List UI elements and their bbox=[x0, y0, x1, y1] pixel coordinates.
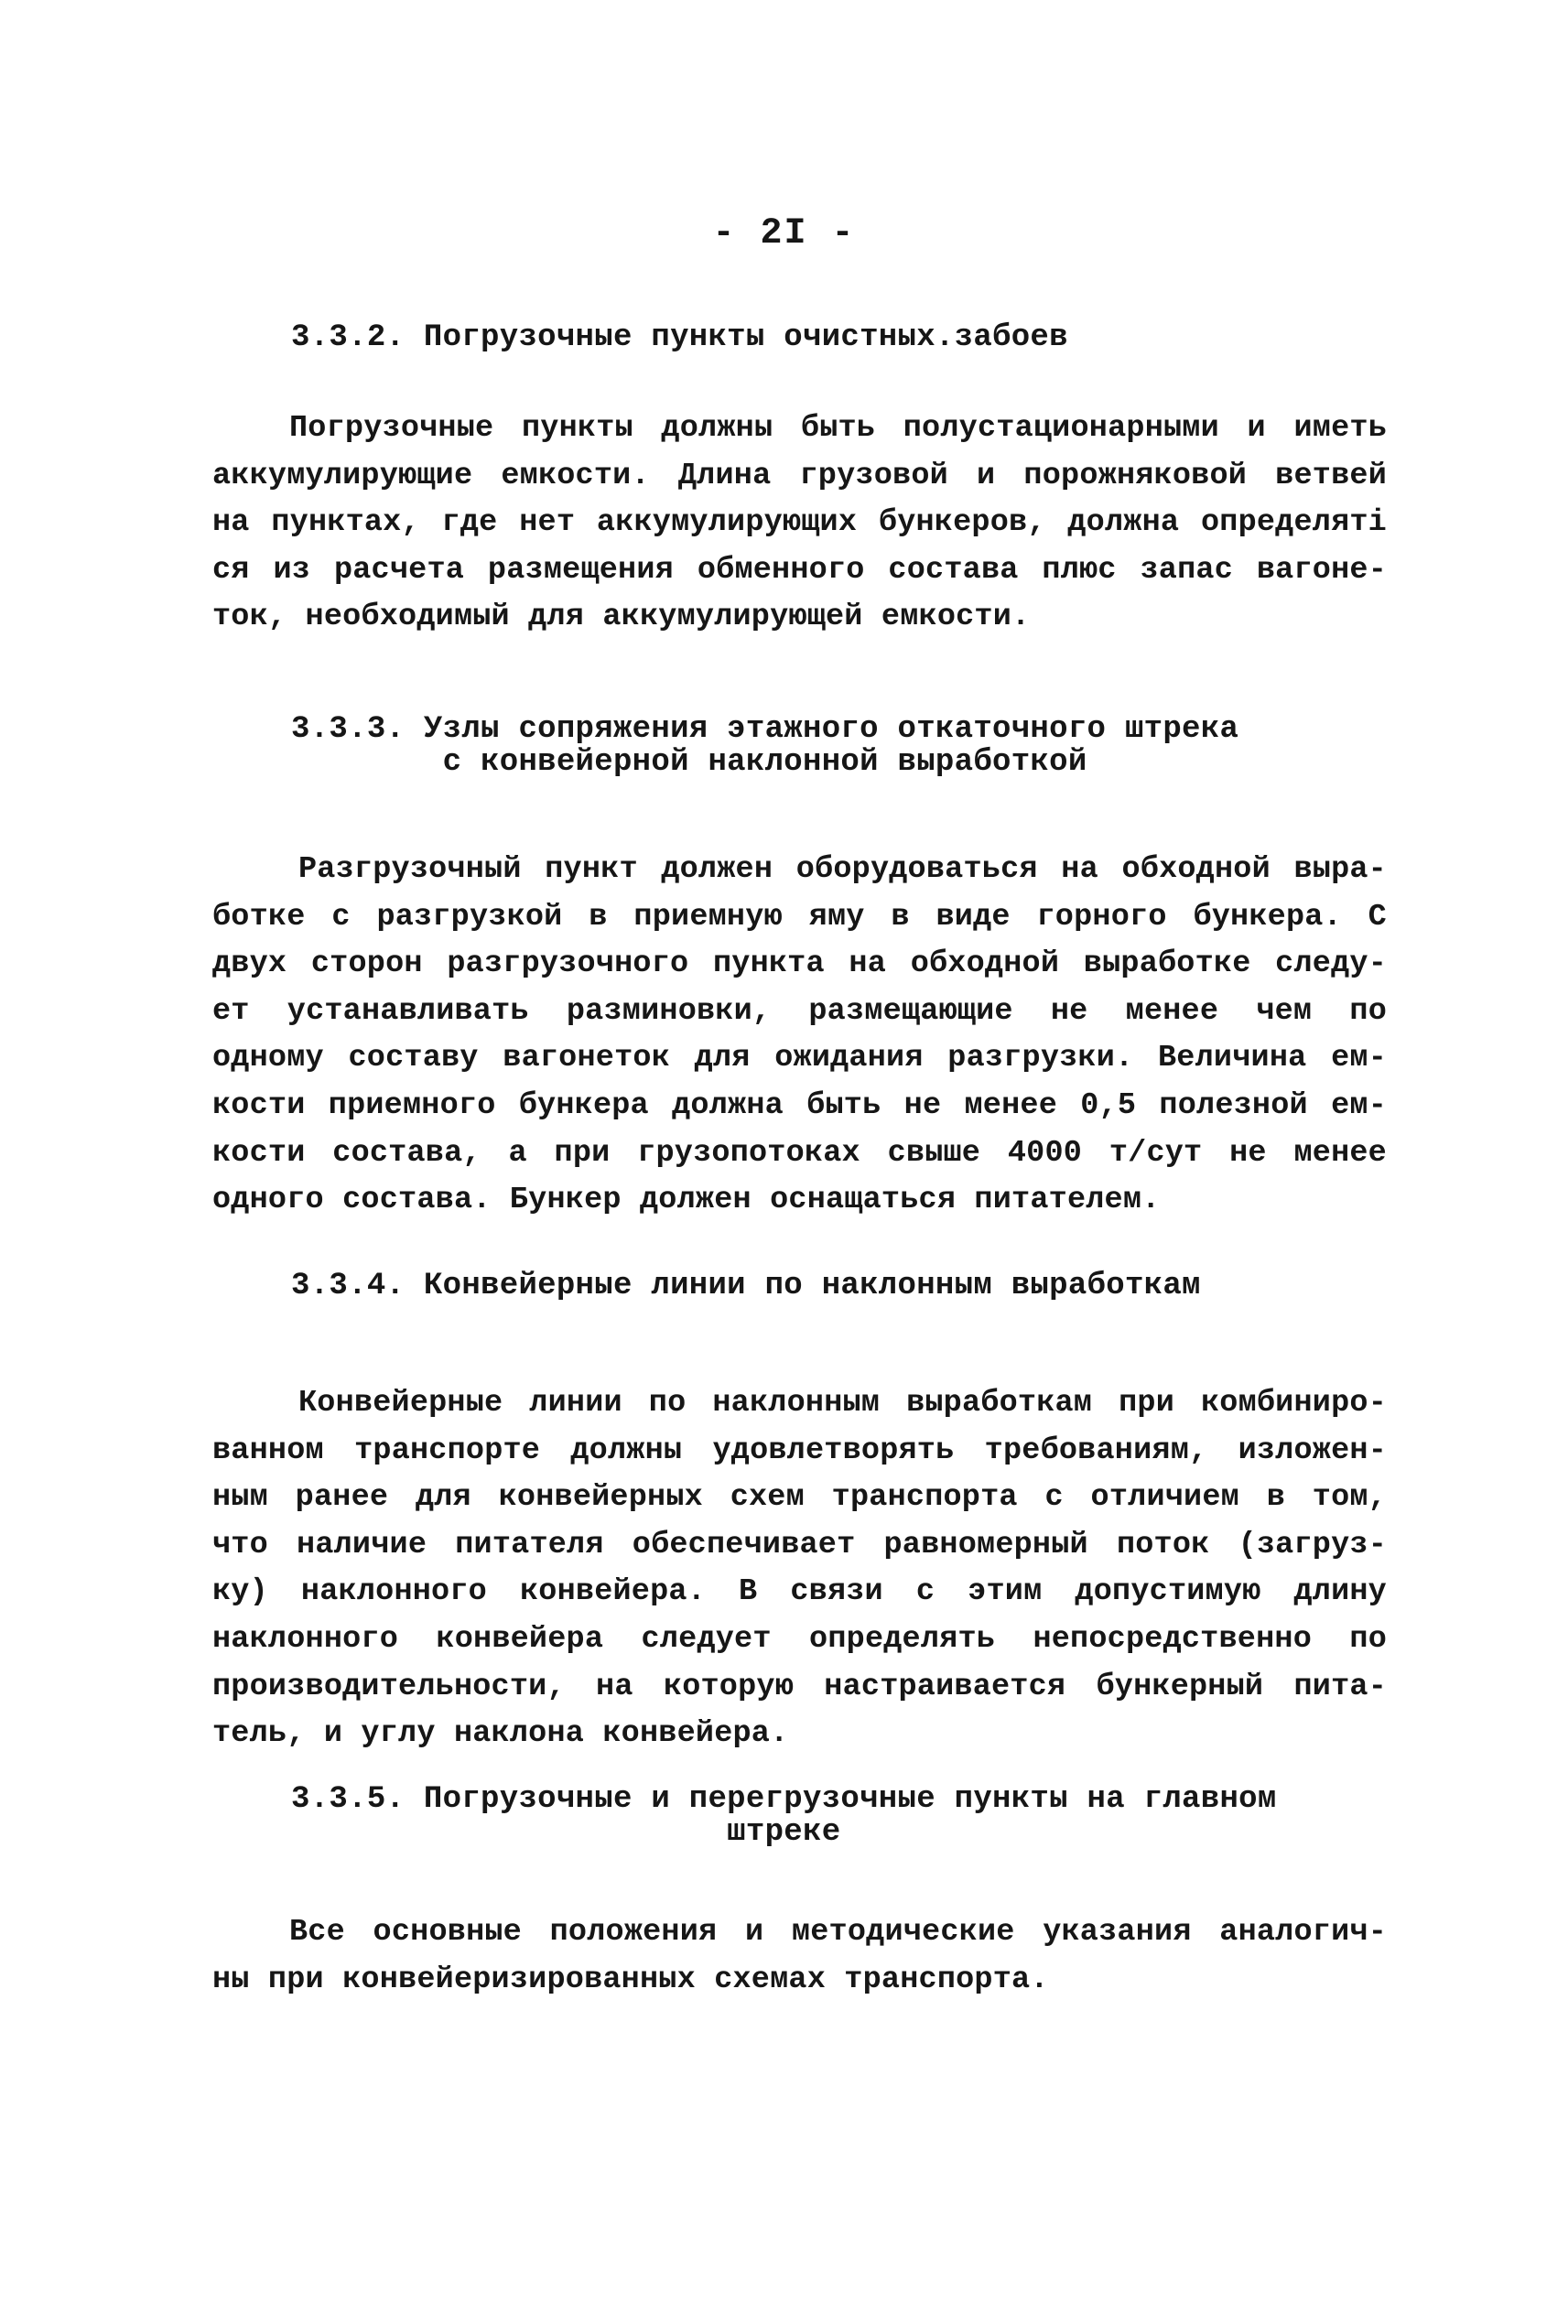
paragraph-line: ванном транспорте должны удовлетворять требованиям, изложен- bbox=[212, 1432, 1387, 1468]
paragraph-line: ны при конвейеризированных схемах транспорта. bbox=[212, 1962, 1049, 1997]
paragraph-line: двух сторон разгрузочного пункта на обходной выработке следу- bbox=[212, 946, 1387, 982]
paragraph-line: аккумулирующие емкости. Длина грузовой и порожняковой ветвей bbox=[212, 458, 1387, 493]
paragraph-line: производительности, на которую настраивается бункерный пита- bbox=[212, 1669, 1387, 1704]
section-3-3-4-paragraph bbox=[212, 1380, 1387, 1758]
section-3-3-5-title-line2: штреке bbox=[727, 1815, 841, 1850]
paragraph-line: на пунктах, где нет аккумулирующих бункеров, должна определятi bbox=[212, 505, 1387, 541]
section-3-3-5-title bbox=[291, 1780, 1277, 1852]
paragraph-line: одному составу вагонеток для ожидания разгрузки. Величина ем- bbox=[212, 1041, 1387, 1076]
paragraph-line: ку) наклонного конвейера. В связи с этим допустимую длину bbox=[212, 1574, 1387, 1610]
paragraph-line: ток, необходимый для аккумулирующей емкости. bbox=[212, 600, 1031, 635]
paragraph-line: кости состава, а при грузопотоках свыше 4000 т/сут не менее bbox=[212, 1135, 1387, 1171]
section-3-3-5-paragraph bbox=[212, 1909, 1387, 2004]
paragraph-line: ет устанавливать разминовки, размещающие не менее чем по bbox=[212, 993, 1387, 1029]
section-3-3-4-title bbox=[291, 1267, 1201, 1305]
paragraph-line: кости приемного бункера должна быть не менее 0,5 полезной ем- bbox=[212, 1087, 1387, 1123]
section-3-3-3-title-line1: 3.3.3. Узлы сопряжения этажного откаточного штрека bbox=[291, 712, 1239, 747]
section-3-3-3-title-line2: с конвейерной наклонной выработкой bbox=[442, 745, 1087, 780]
paragraph-line: тель, и углу наклона конвейера. bbox=[212, 1716, 789, 1752]
section-3-3-5-title-line1: 3.3.5. Погрузочные и перегрузочные пункты на главном bbox=[291, 1782, 1277, 1817]
paragraph-line: одного состава. Бункер должен оснащаться питателем. bbox=[212, 1183, 1161, 1218]
section-3-3-4-title-line: 3.3.4. Конвейерные линии по наклонным выработкам bbox=[291, 1269, 1201, 1303]
section-3-3-3-title bbox=[291, 710, 1238, 782]
section-3-3-2-title bbox=[291, 319, 1068, 357]
paragraph-line: наклонного конвейера следует определять непосредственно по bbox=[212, 1621, 1387, 1657]
section-3-3-2-paragraph bbox=[212, 405, 1387, 642]
paragraph-line: Разгрузочный пункт должен оборудоваться на обходной выра- bbox=[298, 852, 1387, 887]
paragraph-line: ным ранее для конвейерных схем транспорта с отличием в том, bbox=[212, 1480, 1387, 1516]
page-number: - 2I - bbox=[712, 213, 856, 254]
paragraph-line: ботке с разгрузкой в приемную яму в виде горного бункера. С bbox=[212, 899, 1387, 935]
paragraph-line: что наличие питателя обеспечивает равномерный поток (загруз- bbox=[212, 1527, 1387, 1562]
paragraph-line: Все основные положения и методические указания аналогич- bbox=[289, 1915, 1387, 1950]
paragraph-line: Погрузочные пункты должны быть полустационарными и иметь bbox=[289, 411, 1387, 446]
section-3-3-2-title-line: 3.3.2. Погрузочные пункты очистных.забоев bbox=[291, 320, 1068, 355]
paragraph-line: Конвейерные линии по наклонным выработкам при комбиниро- bbox=[298, 1386, 1387, 1421]
paragraph-line: ся из расчета размещения обменного состава плюс запас вагоне- bbox=[212, 552, 1387, 588]
section-3-3-3-paragraph bbox=[212, 847, 1387, 1225]
